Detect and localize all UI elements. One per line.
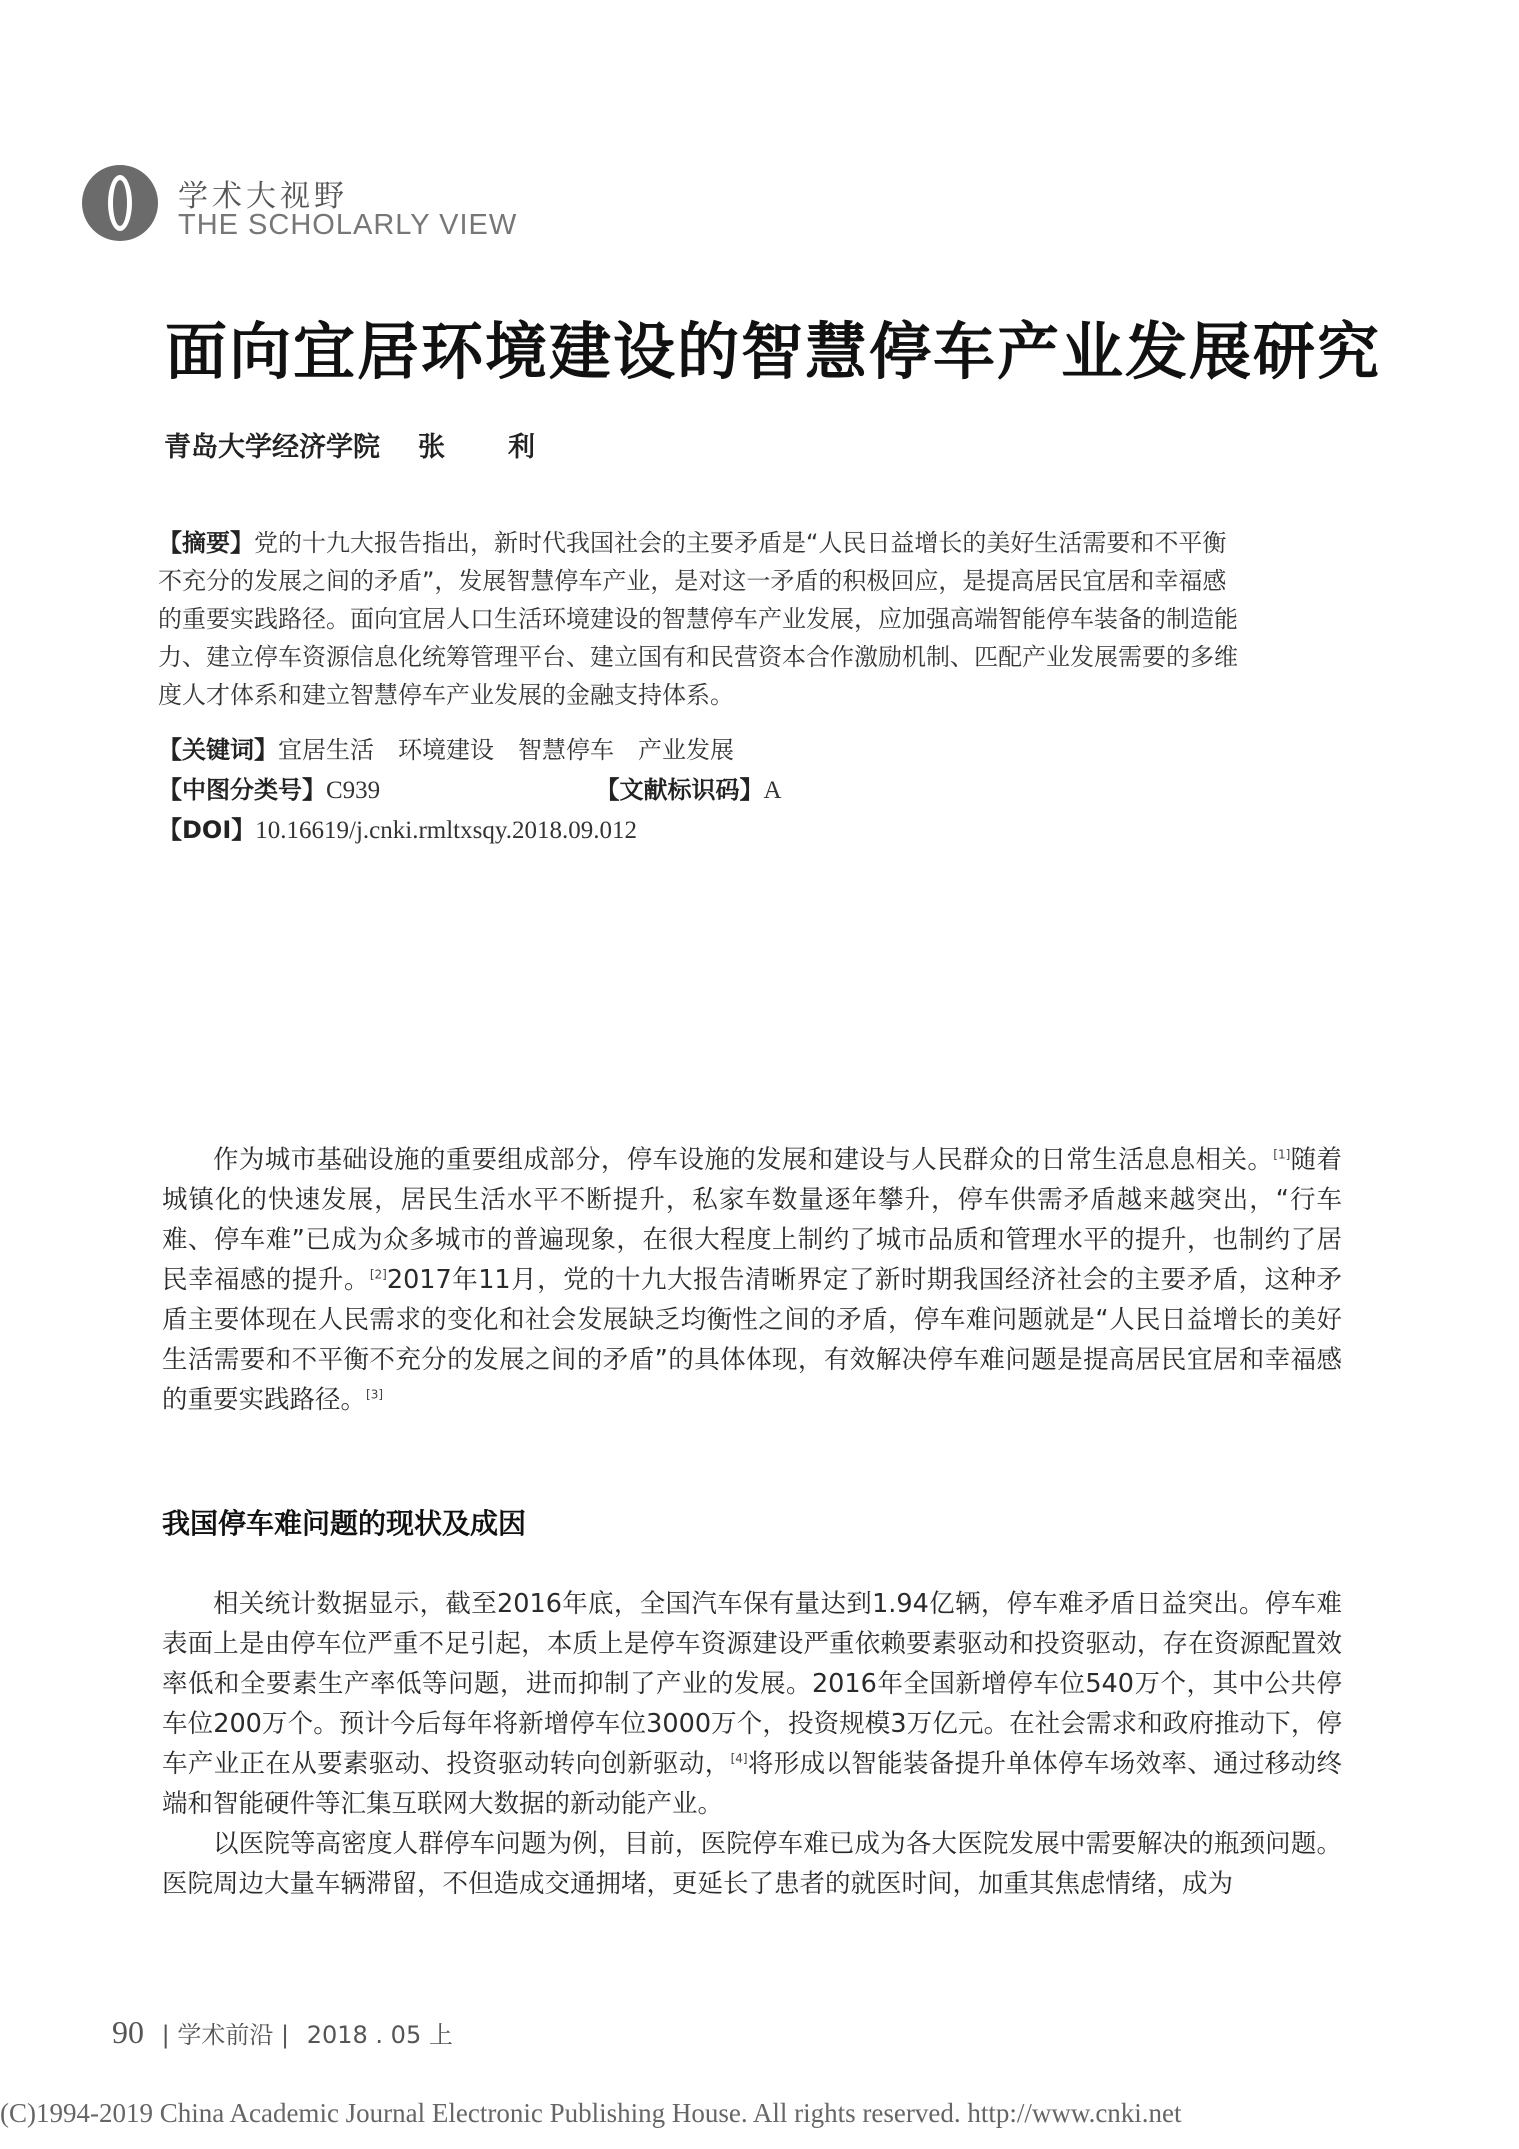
page-number: 90 [112,2014,144,2050]
section-paragraph-1 [162,1584,1342,1824]
page-footer [112,2014,453,2051]
citation-1[interactable]: [1] [1273,1147,1291,1162]
author-name: 张 利 [418,432,553,463]
section-text-a: 相关统计数据显示，截至2016年底，全国汽车保有量达到1.94亿辆，停车难矛盾日益突出。停车难表面上是由停车位严重不足引起，本质上是停车资源建设严重依赖要素驱动和投资驱动，存在资源配置效率低和全要素生产率低等问题，进而抑制了产业的发展。2016年全国新增停车位540万个，其中公共停车位200万个。预计今后每年将新增停车位3000万个，投资规模3万亿元。在社会需求和政府推动下，停车产业正在从要素驱动、投资驱动转向创新驱动， [162,1589,1342,1779]
issue-label: 2018 . 05 上 [306,2021,453,2049]
section-heading: 我国停车难问题的现状及成因 [162,1507,527,1540]
author-affiliation: 青岛大学经济学院 [164,432,380,463]
author-line [164,425,553,464]
keywords-text: 宜居生活 环境建设 智慧停车 产业发展 [278,736,734,764]
doi-value: 10.16619/j.cnki.rmltxsqy.2018.09.012 [255,817,637,844]
section-paragraph-2: 以医院等高密度人群停车问题为例，目前，医院停车难已成为各大医院发展中需要解决的瓶颈问题。医院周边大量车辆滞留，不但造成交通拥堵，更延长了患者的就医时间，加重其焦虑情绪，成为 [162,1829,1342,1899]
intro-section [162,1140,1342,1420]
copyright-notice: (C)1994-2019 China Academic Journal Electronic Publishing House. All rights reserved. http://www.cnki.net [0,2098,1182,2128]
doc-code-tag: 【文献标识码】 [595,776,764,804]
journal-name: | 学术前沿 | [161,2021,290,2049]
intro-text-b: 随着城镇化的快速发展，居民生活水平不断提升，私家车数量逐年攀升，停车供需矛盾越来越突出，“行车难、停车难”已成为众多城市的普遍现象，在很大程度上制约了城市品质和管理水平的提升，也制约了居民幸福感的提升。 [162,1145,1342,1295]
abstract-tag: 【摘要】 [158,529,254,557]
intro-paragraph [162,1140,1342,1420]
journal-logo-icon [82,165,158,241]
column-title-en: THE SCHOLARLY VIEW [178,209,518,241]
doi-tag: 【DOI】 [158,816,256,844]
classification [158,770,1258,805]
clc-value: C939 [326,777,381,804]
citation-3[interactable]: [3] [366,1387,384,1402]
citation-2[interactable]: [2] [369,1267,387,1282]
clc-tag: 【中图分类号】 [158,776,326,804]
citation-4[interactable]: [4] [730,1751,748,1766]
column-title-cn: 学术大视野 [178,179,348,214]
doi [158,810,1258,845]
abstract [158,524,1248,714]
article-title: 面向宜居环境建设的智慧停车产业发展研究 [165,315,1382,388]
doc-code-value: A [763,777,782,804]
keywords-tag: 【关键词】 [158,736,278,764]
section-body [162,1584,1342,1904]
intro-text-a: 作为城市基础设施的重要组成部分，停车设施的发展和建设与人民群众的日常生活息息相关。 [213,1145,1274,1175]
keywords [158,730,1258,765]
abstract-text: 党的十九大报告指出，新时代我国社会的主要矛盾是“人民日益增长的美好生活需要和不平衡不充分的发展之间的矛盾”，发展智慧停车产业，是对这一矛盾的积极回应，是提高居民宜居和幸福感的重要实践路径。面向宜居人口生活环境建设的智慧停车产业发展，应加强高端智能停车装备的制造能力、建立停车资源信息化统筹管理平台、建立国有和民营资本合作激励机制、匹配产业发展需要的多维度人才体系和建立智慧停车产业发展的金融支持体系。 [158,529,1238,709]
intro-text-c: 2017年11月，党的十九大报告清晰界定了新时期我国经济社会的主要矛盾，这种矛盾主要体现在人民需求的变化和社会发展缺乏均衡性之间的矛盾，停车难问题就是“人民日益增长的美好生活需要和不平衡不充分的发展之间的矛盾”的具体体现，有效解决停车难问题是提高居民宜居和幸福感的重要实践路径。 [162,1265,1342,1415]
section-text-b: 将形成以智能装备提升单体停车场效率、通过移动终端和智能硬件等汇集互联网大数据的新动能产业。 [162,1749,1342,1819]
